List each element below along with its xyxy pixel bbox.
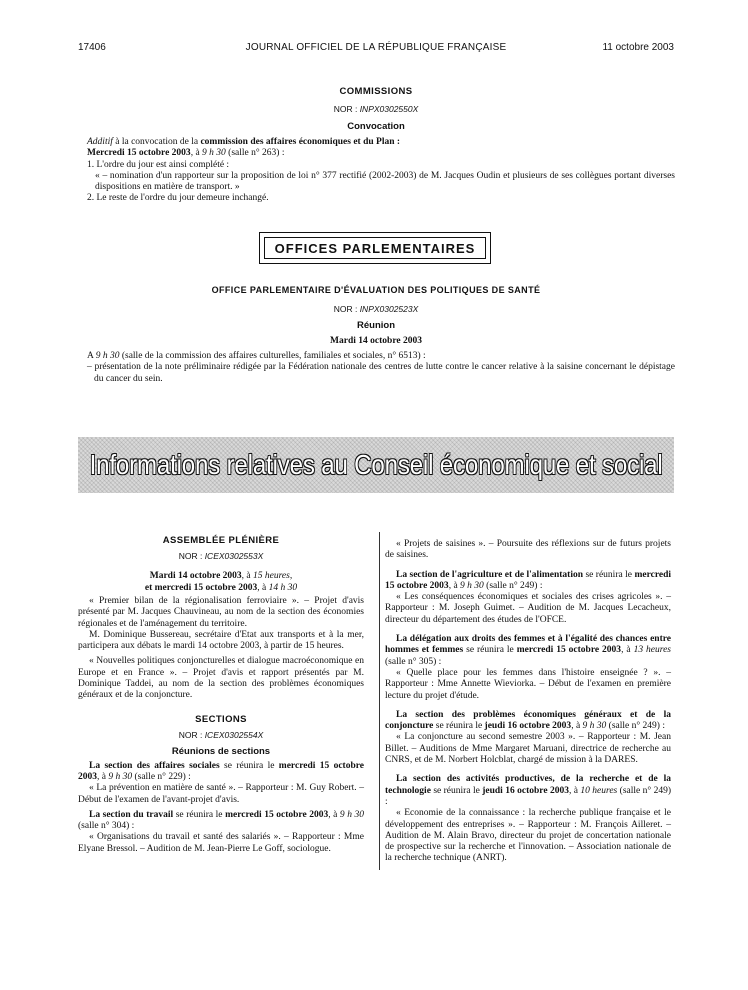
section-agenda: « Economie de la connaissance : la recherche publique française et le développement des entreprises ». – Rapporteur : M. François Ailleret. – Audition de M. Alain Bravo, directeur du projet de concertation nationale de prospective sur la recherche et l'innovation. – Association nationale de la recherche technique (ANRT). bbox=[385, 808, 671, 864]
sections-heading: SECTIONS bbox=[195, 713, 247, 725]
sep: , à bbox=[190, 148, 203, 159]
section-announcement bbox=[385, 634, 671, 668]
ces-banner bbox=[78, 437, 674, 493]
nor-label: NOR : bbox=[333, 104, 358, 114]
right-body bbox=[385, 539, 671, 865]
date: mercredi 15 octobre 2003 bbox=[78, 760, 365, 782]
opeps-line-2: – présentation de la note préliminaire rédigée par la Fédération nationale des centres de lutte contre le cancer relative à la saisine concernant le dépistage du cancer du sein. bbox=[87, 362, 675, 384]
opeps-nor bbox=[78, 304, 674, 314]
left-column bbox=[78, 530, 364, 855]
nor-code: ICEX0302553X bbox=[204, 551, 264, 561]
section-agenda: « Quelle place pour les femmes dans l'histoire enseignée ? ». – Rapporteur : Mme Annette Wieviorka. – Début de l'examen en première lecture du projet d'étude. bbox=[385, 667, 671, 701]
reunion-heading: Réunion bbox=[357, 320, 395, 331]
text: se réunira le bbox=[219, 760, 279, 771]
room: (salle n° 305) : bbox=[385, 656, 442, 667]
paragraph: « Nouvelles politiques conjoncturelles et dialogue macroéconomique en Europe et en France ». – Projet d'avis et rapport présentés par M. Dominique Taddei, au nom de la section des problèmes économiques généraux et de la conjoncture. bbox=[78, 656, 364, 701]
section-name: La section des affaires sociales bbox=[89, 760, 220, 771]
text: se réunira le bbox=[173, 809, 226, 820]
text: se réunira le bbox=[583, 569, 635, 580]
section-name: La section des activités productives, de la recherche et de la technologie bbox=[385, 774, 671, 796]
section-announcement bbox=[78, 761, 364, 784]
nor-label: NOR : bbox=[178, 551, 203, 561]
prefix: A bbox=[87, 351, 96, 361]
room: (salle n° 249) : bbox=[385, 785, 672, 807]
time: 9 h 30 bbox=[95, 351, 120, 361]
additif-word: Additif bbox=[87, 137, 113, 147]
date-2: et mercredi 15 octobre 2003 bbox=[144, 583, 258, 593]
room: (salle n° 249) : bbox=[483, 580, 543, 591]
date: mercredi 15 octobre 2003 bbox=[225, 809, 329, 820]
page-number: 17406 bbox=[78, 42, 106, 53]
commissions-heading: COMMISSIONS bbox=[339, 86, 413, 97]
time-1: 15 heures, bbox=[253, 571, 293, 581]
time: 9 h 30 bbox=[108, 771, 133, 782]
nor-code: INPX0302550X bbox=[359, 104, 419, 114]
text: se réunira le bbox=[433, 721, 485, 732]
sep: , à bbox=[621, 645, 634, 656]
meeting-room: (salle n° 263) : bbox=[225, 148, 285, 159]
commission-name: commission des affaires économiques et du Plan : bbox=[200, 137, 401, 147]
offices-parlementaires-title: OFFICES PARLEMENTAIRES bbox=[264, 237, 486, 259]
column-divider bbox=[379, 532, 380, 870]
meeting-time: 9 h 30 bbox=[202, 148, 226, 159]
sep: , à bbox=[568, 785, 581, 796]
sep: , à bbox=[328, 809, 340, 820]
room: (salle n° 229) : bbox=[132, 771, 191, 782]
nor-code: INPX0302523X bbox=[359, 304, 419, 314]
right-column bbox=[385, 530, 671, 865]
commissions-body bbox=[87, 137, 675, 205]
text: se réunira le bbox=[463, 645, 517, 656]
sep: , à bbox=[97, 771, 109, 782]
section-name: La section du travail bbox=[89, 809, 174, 820]
date-1: Mardi 14 octobre 2003 bbox=[149, 571, 242, 581]
date: mercredi 15 octobre 2003 bbox=[385, 569, 672, 591]
section-announcement bbox=[385, 570, 671, 593]
sep: , à bbox=[257, 583, 269, 593]
ces-banner-title: Informations relatives au Conseil économique et social bbox=[89, 449, 663, 480]
room: (salle de la commission des affaires culturelles, familiales et sociales, n° 6513) : bbox=[119, 351, 426, 361]
assemblee-nor bbox=[78, 551, 364, 561]
time: 9 h 30 bbox=[582, 721, 607, 732]
assemblee-heading: ASSEMBLÉE PLÉNIÈRE bbox=[162, 535, 280, 546]
section-name: La section de l'agriculture et de l'alimentation bbox=[396, 569, 584, 580]
date-line-2 bbox=[78, 582, 364, 594]
nor-code: ICEX0302554X bbox=[204, 729, 264, 740]
opeps-line-1 bbox=[87, 351, 675, 362]
time: 10 heures bbox=[580, 785, 618, 796]
section-agenda: « Les conséquences économiques et sociales des crises agricoles ». – Rapporteur : M. Joseph Guimet. – Audition de M. Jacques Lecacheux, directeur du département des études de l'OFCE. bbox=[385, 592, 671, 625]
sections-nor bbox=[78, 730, 364, 740]
date: jeudi 16 octobre 2003 bbox=[482, 785, 569, 796]
opeps-heading: OFFICE PARLEMENTAIRE D'ÉVALUATION DES POLITIQUES DE SANTÉ bbox=[211, 285, 541, 295]
time: 9 h 30 bbox=[339, 809, 365, 820]
issue-date: 11 octobre 2003 bbox=[602, 42, 674, 53]
nor-label: NOR : bbox=[333, 304, 358, 314]
assemblee-dates bbox=[78, 570, 364, 594]
journal-title: JOURNAL OFFICIEL DE LA RÉPUBLIQUE FRANÇAISE bbox=[245, 42, 507, 53]
reunion-date: Mardi 14 octobre 2003 bbox=[330, 336, 422, 346]
room: (salle n° 249) : bbox=[606, 721, 665, 732]
time: 13 heures bbox=[633, 645, 672, 656]
paragraph: M. Dominique Bussereau, secrétaire d'Etat aux transports et à la mer, participera aux débats le mardi 14 octobre 2003, à partir de 15 heures. bbox=[78, 629, 364, 652]
sections-body bbox=[78, 761, 364, 855]
meeting-date: Mercredi 15 octobre 2003 bbox=[87, 148, 191, 159]
date-line-1 bbox=[78, 570, 364, 582]
additif-text: à la convocation de la bbox=[112, 137, 201, 147]
reunions-heading: Réunions de sections bbox=[171, 745, 271, 757]
additif-line bbox=[87, 137, 675, 148]
section-name: La délégation aux droits des femmes et à l'égalité des chances entre hommes et femmes bbox=[385, 634, 671, 656]
nor-label: NOR : bbox=[178, 729, 203, 740]
date: jeudi 16 octobre 2003 bbox=[484, 721, 572, 732]
time-2: 14 h 30 bbox=[268, 583, 298, 593]
section-agenda: « Organisations du travail et santé des salariés ». – Rapporteur : Mme Elyane Bressol. – Audition de M. Jean-Pierre Le Goff, sociologue. bbox=[78, 832, 364, 854]
sep: , à bbox=[571, 721, 583, 732]
opeps-body bbox=[87, 351, 675, 385]
agenda-item-1-detail: « – nomination d'un rapporteur sur la proposition de loi n° 377 rectifié (2002-2003) de M. Jacques Oudin et plusieurs de ses collègues portant diverses dispositions en matière de transport. » bbox=[95, 170, 675, 193]
paragraph: « Premier bilan de la régionalisation ferroviaire ». – Projet d'avis présenté par M. Jacques Chauvineau, au nom de la section des économies régionales et de l'aménagement du territoire. bbox=[78, 596, 364, 629]
time: 9 h 30 bbox=[460, 580, 484, 591]
assemblee-body bbox=[78, 596, 364, 702]
section-agenda: « La conjoncture au second semestre 2003 ». – Rapporteur : M. Jean Billet. – Auditions de Mme Margaret Maruani, directrice de recherche au CNRS, et de M. Norbert Holcblat, chargé de mission à la DARES. bbox=[385, 732, 671, 766]
date: mercredi 15 octobre 2003 bbox=[516, 645, 622, 656]
convocation-heading: Convocation bbox=[347, 121, 405, 132]
text: se réunira le bbox=[430, 785, 483, 796]
paragraph: « Projets de saisines ». – Poursuite des réflexions sur de futurs projets de saisines. bbox=[385, 539, 671, 561]
sep: , à bbox=[241, 571, 253, 581]
section-announcement bbox=[78, 810, 364, 833]
sep: , à bbox=[448, 580, 461, 591]
section-announcement bbox=[385, 710, 671, 733]
section-name: La section des problèmes économiques généraux et de la conjoncture bbox=[385, 709, 671, 732]
agenda-item-2: 2. Le reste de l'ordre du jour demeure inchangé. bbox=[87, 193, 269, 204]
page-header bbox=[78, 42, 674, 56]
section-agenda: « La prévention en matière de santé ». – Rapporteur : M. Guy Robert. – Début de l'examen de l'avant-projet d'avis. bbox=[78, 783, 364, 805]
meeting-date-line bbox=[87, 148, 675, 159]
section-announcement bbox=[385, 774, 671, 808]
agenda-item-1: 1. L'ordre du jour est ainsi complété : bbox=[87, 159, 230, 170]
offices-parlementaires-box bbox=[259, 232, 491, 264]
commissions-nor bbox=[78, 104, 674, 114]
room: (salle n° 304) : bbox=[78, 821, 135, 832]
